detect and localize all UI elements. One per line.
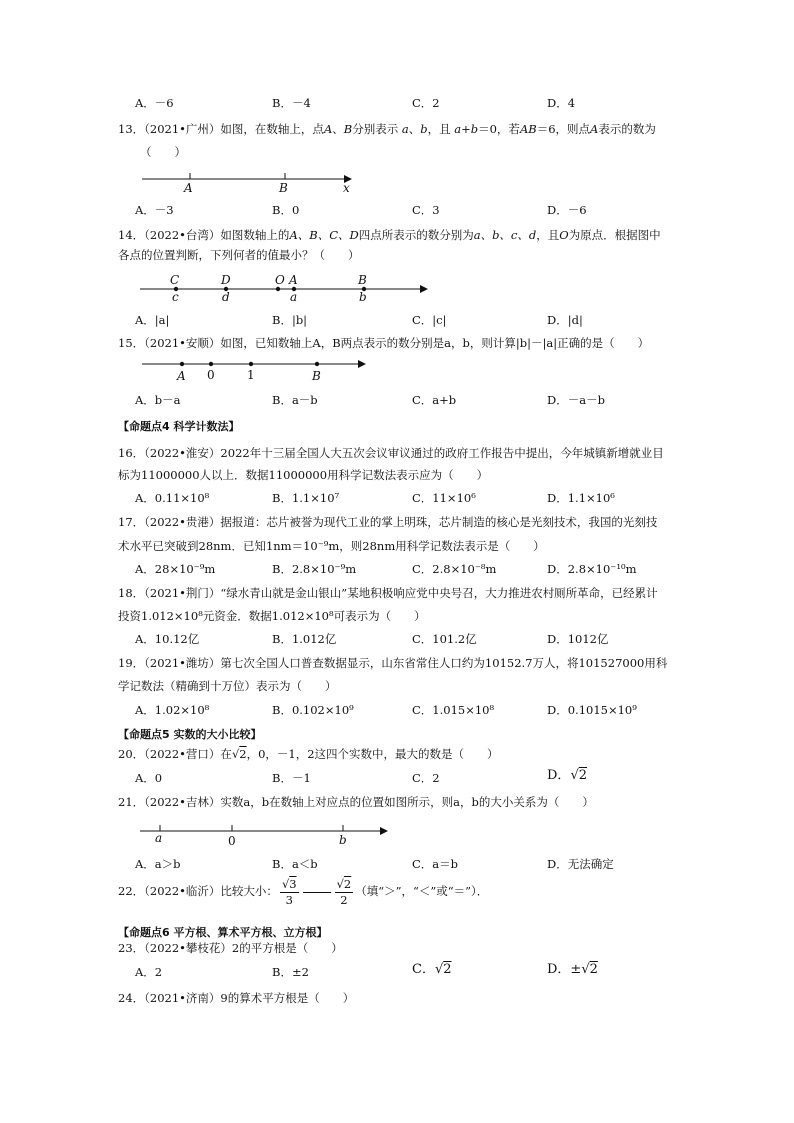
q21-fig-label-zero: 0 [228,834,236,848]
q13-fig-label-a: A [184,181,193,195]
section-heading-6: 【命题点6 平方根、算术平方根、立方根】 [118,926,328,939]
q22-stem: 22．（2022•临沂）比较大小： $\frac{√3}{3}$ $\frac{√2}{2}$ （填“＞”，“＜”或“＝”）． [118,876,489,907]
q21-fig-label-b: b [339,833,347,847]
q14-fig-label-a-upper: A [289,273,298,287]
q13-paren: （ ） [140,145,186,159]
q18-stem-line2: 投资1.012×10⁸元资金．数据1.012×10⁸可表示为（ ） [118,609,426,623]
q13-stem: 13．（2021•广州）如图，在数轴上，点A、B分别表示 a、b，且 a+b＝0，若AB＝6，则点A表示的数为 [118,122,656,136]
q15-stem: 15．（2021•安顺）如图，已知数轴上A，B两点表示的数分别是a，b，则计算|b|－|a|正确的是（ ） [118,336,650,350]
q17-stem-line1: 17．（2022•贵港）据报道：芯片被誉为现代工业的掌上明珠，芯片制造的核心是光刻技术，我国的光刻技 [118,515,658,529]
q13-option-a: A．－3 [135,203,174,217]
q21-stem: 21．（2022•吉林）实数a，b在数轴上对应点的位置如图所示，则a，b的大小关系为（ ） [118,795,594,809]
q20-sqrt: √2 [231,747,247,761]
q19-option-a: A．1.02×10⁸ [135,703,210,717]
q23-stem: 23．（2022•攀枝花）2的平方根是（ ） [118,941,343,955]
q16-option-a: A．0.11×10⁸ [135,491,210,505]
q14-fig-label-b-upper: B [358,273,367,287]
q22-fraction-left: $\frac{√3}{3}$ [281,876,297,907]
q14-fig-label-c-lower: c [172,290,179,304]
q12-option-a: A．－6 [135,96,174,110]
q14-fig-label-a-lower: a [290,290,298,304]
q20-option-d: D．√2 [547,768,588,783]
q20-option-b: B．－1 [272,771,311,785]
q14-option-c: C．|c| [412,313,447,327]
q13-option-b: B．0 [272,203,300,217]
q23-option-a: A．2 [135,965,163,979]
q14-stem-line2: 各点的位置判断，下列何者的值最小？（ ） [118,248,360,262]
q19-option-b: B．0.102×10⁹ [272,703,354,717]
q23-option-b: B．±2 [272,965,309,979]
q20-option-a: A．0 [135,771,163,785]
q14-option-d: D．|d| [547,313,583,327]
q13-option-d: D．－6 [547,203,587,217]
q15-fig-label-one: 1 [247,368,255,382]
q14-fig-label-b-lower: b [359,290,367,304]
q16-stem-line2: 标为11000000人以上．数据11000000用科学记数法表示应为（ ） [118,468,489,482]
q15-fig-label-b: B [312,369,321,383]
q14-option-a: A．|a| [135,313,170,327]
section-heading-4: 【命题点4 科学计数法】 [118,420,240,433]
q14-fig-label-d-lower: d [222,290,230,304]
q20-option-c: C．2 [412,771,440,785]
q20-stem: 20．（2022•营口）在√2，0，－1，2这四个实数中，最大的数是（ ） [118,747,499,761]
q24-stem: 24．（2021•济南）9的算术平方根是（ ） [118,991,355,1005]
q15-option-d: D．－a－b [547,393,605,407]
q19-stem-line1: 19．（2021•潍坊）第七次全国人口普查数据显示，山东省常住人口约为10152.7万人，将101527000用科 [118,656,668,670]
q21-option-c: C．a＝b [412,857,459,871]
q19-option-d: D．0.1015×10⁹ [547,703,637,717]
section-heading-5: 【命题点5 实数的大小比较】 [118,728,262,741]
q18-option-d: D．1012亿 [547,632,609,646]
q19-stem-line2: 学记数法（精确到十万位）表示为（ ） [118,679,337,693]
q14-fig-label-d-upper: D [221,273,231,287]
q21-option-d: D．无法确定 [547,857,614,871]
q17-option-b: B．2.8×10⁻⁹m [272,562,357,576]
q14-fig-label-c-upper: C [170,273,180,287]
q13-fig-label-b: B [279,181,288,195]
q19-option-c: C．1.015×10⁸ [412,703,495,717]
q16-stem-line1: 16．（2022•淮安）2022年十三届全国人大五次会议审议通过的政府工作报告中提出，今年城镇新增就业目 [118,446,664,460]
q14-option-b: B．|b| [272,313,308,327]
q18-option-c: C．101.2亿 [412,632,477,646]
q17-stem-line2: 术水平已突破到28nm．已知1nm＝10⁻⁹m，则28nm用科学记数法表示是（ ） [118,539,545,553]
q22-answer-blank [303,892,331,893]
q14-fig-label-o: O [275,273,285,287]
q18-option-b: B．1.012亿 [272,632,337,646]
q21-option-a: A．a＞b [135,857,181,871]
q14-stem-line1: 14．（2022•台湾）如图数轴上的A、B、C、D四点所表示的数分别为a、b、c、d，且O为原点．根据图中 [118,228,661,242]
q12-option-d: D．4 [547,96,576,110]
q15-option-c: C．a+b [412,393,457,407]
q15-option-a: A．b－a [135,393,181,407]
q16-option-b: B．1.1×10⁷ [272,491,340,505]
q15-option-b: B．a－b [272,393,318,407]
q23-option-d: D．±√2 [547,962,598,977]
q15-fig-label-zero: 0 [207,368,215,382]
q18-stem-line1: 18．（2021•荆门）“绿水青山就是金山银山”某地积极响应党中央号召，大力推进农村厕所革命，已经累计 [118,586,658,600]
q13-option-c: C．3 [412,203,440,217]
q17-option-c: C．2.8×10⁻⁸m [412,562,497,576]
q12-option-c: C．2 [412,96,440,110]
q16-option-d: D．1.1×10⁶ [547,491,615,505]
q18-option-a: A．10.12亿 [135,632,200,646]
q16-option-c: C．11×10⁶ [412,491,476,505]
q17-option-a: A．28×10⁻⁹m [135,562,216,576]
q13-fig-label-x: x [343,181,350,195]
q15-fig-label-a: A [177,369,186,383]
q21-option-b: B．a＜b [272,857,318,871]
q23-option-c: C．√2 [412,962,452,977]
q21-fig-label-a: a [155,831,163,845]
q12-option-b: B．－4 [272,96,311,110]
q17-option-d: D．2.8×10⁻¹⁰m [547,562,637,576]
q22-fraction-right: $\frac{√2}{2}$ [336,876,352,907]
